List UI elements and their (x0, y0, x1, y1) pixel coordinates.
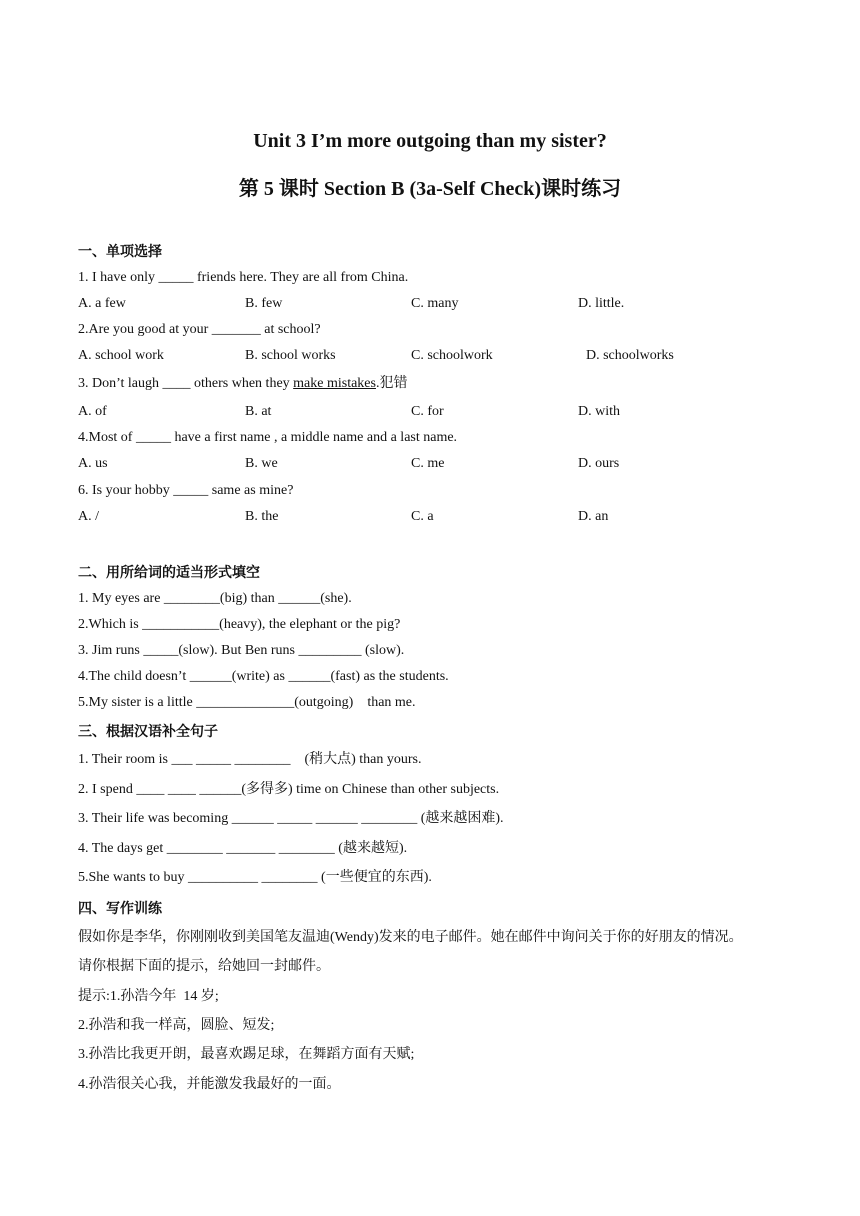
question-2: 2.Are you good at your _______ at school? (78, 322, 321, 337)
q3-text-pre: 3. Don’t laugh ____ others when they (78, 376, 294, 391)
fill-blank-item: 5.My sister is a little ______________(outgoing) than me. (78, 695, 416, 710)
q6-option-a: A. / (78, 509, 99, 524)
translation-item: 4. The days get ________ _______ ________ (越来越短). (78, 841, 408, 856)
translation-item: 3. Their life was becoming ______ _____ ______ ________ (越来越困难). (78, 811, 504, 826)
translation-item: 2. I spend ____ ____ ______(多得多) time on Chinese than other subjects. (78, 782, 500, 797)
q3-underlined-phrase: make mistakes (293, 376, 376, 391)
q3-text-post: .犯错 (375, 376, 408, 391)
section4-heading: 四、写作训练 (78, 901, 162, 917)
fill-blank-item: 1. My eyes are ________(big) than ______(she). (78, 591, 352, 606)
page-subtitle: 第 5 课时 Section B (3a-Self Check)课时练习 (238, 178, 622, 200)
q3-option-c: C. for (411, 404, 444, 419)
section2-heading: 二、用所给词的适当形式填空 (78, 565, 260, 581)
writing-prompt-line: 请你根据下面的提示，给她回一封邮件。 (78, 959, 330, 974)
fill-blank-item: 3. Jim runs _____(slow). But Ben runs _________ (slow). (78, 643, 405, 658)
q6-option-b: B. the (245, 509, 279, 524)
q6-option-d: D. an (578, 509, 609, 524)
section1-heading: 一、单项选择 (78, 244, 162, 260)
q1-option-b: B. few (245, 296, 283, 311)
writing-hint-line: 4.孙浩很关心我，并能激发我最好的一面。 (78, 1077, 341, 1092)
q1-option-c: C. many (411, 296, 459, 311)
translation-item: 5.She wants to buy __________ ________ (一些便宜的东西). (78, 870, 432, 885)
q2-option-d: D. schoolworks (586, 348, 674, 363)
q3-option-a: A. of (78, 404, 107, 419)
q1-option-a: A. a few (78, 296, 126, 311)
q4-option-c: C. me (411, 456, 445, 471)
q3-option-d: D. with (578, 404, 620, 419)
question-6: 6. Is your hobby _____ same as mine? (78, 483, 294, 498)
page-title: Unit 3 I’m more outgoing than my sister? (253, 130, 607, 152)
q1-option-d: D. little. (578, 296, 625, 311)
q2-option-b: B. school works (245, 348, 336, 363)
writing-hint-line: 2.孙浩和我一样高，圆脸、短发; (78, 1018, 275, 1033)
translation-item: 1. Their room is ___ _____ ________ (稍大点) than yours. (78, 752, 422, 767)
writing-hint-line: 提示:1.孙浩今年 14 岁; (78, 989, 219, 1004)
question-4: 4.Most of _____ have a first name , a middle name and a last name. (78, 430, 458, 445)
q3-option-b: B. at (245, 404, 272, 419)
q4-option-b: B. we (245, 456, 278, 471)
question-3 (78, 375, 407, 393)
q2-option-c: C. schoolwork (411, 348, 493, 363)
question-1: 1. I have only _____ friends here. They are all from China. (78, 270, 409, 285)
section3-heading: 三、根据汉语补全句子 (78, 724, 218, 740)
q4-option-d: D. ours (578, 456, 620, 471)
q4-option-a: A. us (78, 456, 108, 471)
writing-prompt-line: 假如你是李华，你刚刚收到美国笔友温迪(Wendy)发来的电子邮件。她在邮件中询问关于你的好朋友的情况。 (78, 930, 743, 945)
q2-option-a: A. school work (78, 348, 164, 363)
q6-option-c: C. a (411, 509, 434, 524)
fill-blank-item: 2.Which is ___________(heavy), the elephant or the pig? (78, 617, 401, 632)
writing-hint-line: 3.孙浩比我更开朗，最喜欢踢足球，在舞蹈方面有天赋; (78, 1047, 415, 1062)
fill-blank-item: 4.The child doesn’t ______(write) as ______(fast) as the students. (78, 669, 449, 684)
